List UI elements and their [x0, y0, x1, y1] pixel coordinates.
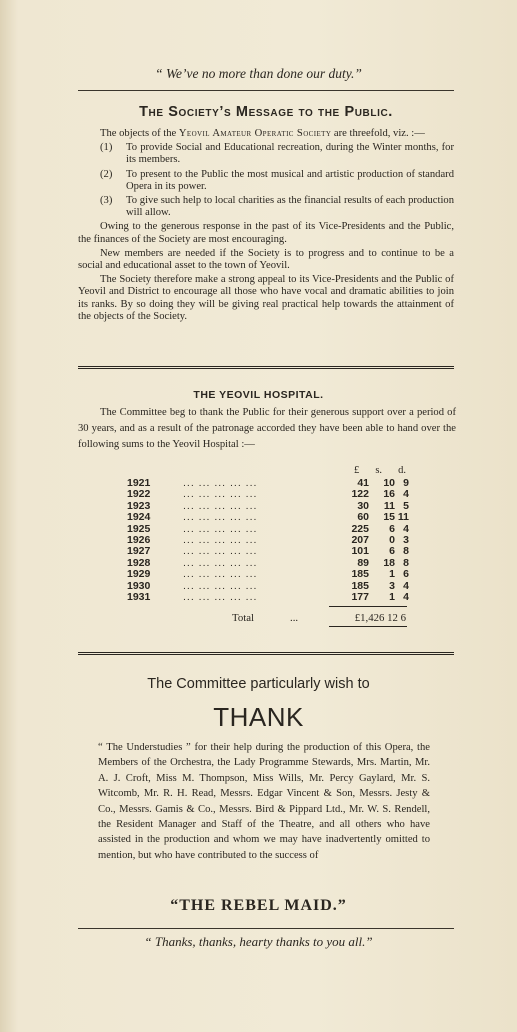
- cell-l: 60: [357, 511, 369, 524]
- total-amount: £1,426 12 6: [354, 612, 406, 624]
- divider: [78, 90, 454, 91]
- show-title: “THE REBEL MAID.”: [170, 897, 347, 914]
- cell-l: 122: [351, 488, 369, 501]
- cell-year: 1924: [127, 511, 151, 524]
- paragraph-appeal: The Society therefore make a strong appeal to its Vice-Presidents and the Public of Yeovil and District to encourage all those who have vocal and dramatic abilities to join its ranks. By so doing they will be giving real practical help towards the attainment of the objects of the Society.: [78, 274, 454, 322]
- thanks-body: “ The Understudies ” for their help during the production of this Opera, the Members of the Orchestra, the Lady Programme Stewards, Mrs. Martin, Mr. A. J. Croft, Miss M. Thompson, Miss Wills, Mr. Percy Gaylard, Mr. S. Witcomb, Mr. R. H. Read, Messrs. Edgar Vincent & Son, Messrs. Jesty & Co., Messrs. Gamis & Co., Messrs. Bird & Pippard Ltd., Mr. W. S. Rendell, the Resident Manager and Staff of the Theatre, and all others who have assisted in the production and whom we may have inadvertently omitted to mention, but who have contributed to the success of: [98, 742, 430, 861]
- table-row: [125, 535, 415, 546]
- cell-year: 1923: [127, 499, 151, 512]
- object-item: (1) To provide Social and Educational recreation, during the Winter months, for its members.: [100, 142, 454, 166]
- cell-s: 15: [383, 511, 395, 524]
- cell-l: 207: [351, 533, 369, 546]
- leader-dots: ... ... ... ... ...: [183, 579, 258, 592]
- total-underline: [329, 626, 407, 627]
- cell-s: 10: [383, 477, 395, 489]
- table-row: [125, 581, 415, 592]
- cell-year: 1930: [127, 579, 151, 592]
- cell-l: 225: [351, 522, 369, 535]
- cell-year: 1926: [127, 533, 151, 546]
- cell-d: 5: [403, 499, 409, 512]
- table-row: [125, 478, 415, 489]
- table-row: [125, 592, 415, 603]
- cell-s: 1: [389, 590, 395, 603]
- sum-rule: [329, 606, 407, 607]
- cell-year: 1928: [127, 556, 151, 569]
- cell-d: 8: [403, 545, 409, 558]
- divider: [78, 366, 454, 369]
- society-name: Yeovil Amateur Operatic Society: [178, 128, 332, 139]
- hospital-title: THE YEOVIL HOSPITAL.: [193, 389, 324, 401]
- cell-year: 1922: [127, 488, 151, 501]
- thanks-lead: The Committee particularly wish to: [147, 676, 370, 692]
- cell-d: 11: [397, 511, 409, 524]
- cell-s: 18: [383, 556, 395, 569]
- cell-d: 9: [403, 477, 409, 489]
- cell-d: 4: [403, 488, 409, 501]
- cell-d: 4: [403, 579, 409, 592]
- leader-dots: ... ... ... ... ...: [183, 477, 258, 489]
- currency-headers: £ s. d.: [354, 465, 406, 476]
- cell-year: 1921: [127, 477, 151, 489]
- leader-dots: ... ... ... ... ...: [183, 568, 258, 581]
- cell-l: 30: [357, 499, 369, 512]
- cell-year: 1929: [127, 568, 151, 581]
- table-row: [125, 512, 415, 523]
- cell-year: 1927: [127, 545, 151, 558]
- leader-dots: ... ... ... ... ...: [183, 499, 258, 512]
- programme-page: “ We’ve no more than done our duty.” The Society’s Message to the Public. The objects of the Yeovil Amateur Operatic Society are threefold, viz. :— (1) To provide Social and Educational recreation, during the Winter months, for its members. (2) To present to the Public the most musical and artistic production of standard Opera in its power. (3) To give such help to local charities as the financial results of each production will allow. Owing to the generous response in the past of its Vice-Presidents and the Public, the finances of the Society are most encouraging. New members are needed if the Society is to progress and to continue to be a social and educational asset to the town of Yeovil. The Society therefore make a strong appeal to its Vice-Presidents and the Public of Yeovil and District to encourage all those who have vocal and dramatic abilities to join its ranks. By so doing they will be giving real practical help towards the attainment of the objects of the Society. THE YEOVIL HOSPITAL. The Committee beg to thank the Public for their generous support over a period of 30 years, and as a result of the patronage accorded they have been able to hand over the following sums to the Yeovil Hospital :— £ s. d. 1921 ... ... ... ... ... 41 10 9 1922 ... ... ... ... ... 122 16 4 1923 ... ... ... ... ... 30 11 5 1924 ... ... ... ... ... 60 15 11 1925 ... ... ... ... ... 225 6 4 1926 ... ... ... ... ... 207 0 3 1927 ... ... ... ... ... 101 6 8 1928 ... ... ... ... ... 89 18 8 1929 ... ... ... ... ... 185 1 6 1930 ... ... ... ... ... 185 3 4 1931 ... ... ... ... ... 177 1 4 Total ... £1,426 12 6 The Committee particularly wish to THANK “ The Understudies ” for their help during the production of this Opera, the Members of the Orchestra, the Lady Programme Stewards, Mrs. Martin, Mr. A. J. Croft, Miss M. Thompson, Miss Wills, Mr. Percy Gaylard, Mr. S. Witcomb, Mr. R. H. Read, Messrs. Edgar Vincent & Son, Messrs. Jesty & Co., Messrs. Gamis & Co., Messrs. Bird & Pippard Ltd., Mr. W. S. Rendell, the Resident Manager and Staff of the Theatre, and all others who have assisted in the production and whom we may have inadvertently omitted to mention, but who have contributed to the success of “THE REBEL MAID.” “ Thanks, thanks, hearty thanks to you all.”: [0, 0, 517, 1032]
- cell-l: 185: [351, 579, 369, 592]
- cell-year: 1931: [127, 590, 151, 603]
- table-row: [125, 524, 415, 535]
- object-item: (3) To give such help to local charities as the financial results of each production will allow.: [100, 195, 454, 219]
- cell-d: 4: [403, 522, 409, 535]
- cell-d: 4: [403, 590, 409, 603]
- divider: [78, 652, 454, 655]
- leader-dots: ... ... ... ... ...: [183, 545, 258, 558]
- table-row: [125, 558, 415, 569]
- message-intro: The objects of the Yeovil Amateur Operatic Society are threefold, viz. :—: [100, 128, 425, 139]
- cell-d: 6: [403, 568, 409, 581]
- cell-d: 8: [403, 556, 409, 569]
- divider: [78, 928, 454, 929]
- leader-dots: ... ... ... ... ...: [183, 488, 258, 501]
- object-item: (2) To present to the Public the most musical and artistic production of standard Opera in its power.: [100, 168, 454, 192]
- top-motto: “ We’ve no more than done our duty.”: [155, 66, 362, 81]
- thanks-heading: THANK: [213, 702, 304, 732]
- leader-dots: ... ... ... ... ...: [183, 511, 258, 524]
- table-row: [125, 489, 415, 500]
- message-body: [78, 128, 454, 325]
- cell-l: 89: [357, 556, 369, 569]
- cell-l: 41: [357, 477, 369, 489]
- cell-year: 1925: [127, 522, 151, 535]
- cell-d: 3: [403, 533, 409, 546]
- table-row: [125, 569, 415, 580]
- cell-s: 0: [389, 533, 395, 546]
- leader-dots: ... ... ... ... ...: [183, 522, 258, 535]
- cell-l: 177: [351, 590, 369, 603]
- message-title: The Society’s Message to the Public.: [139, 104, 393, 120]
- leader-dots: ... ... ... ... ...: [183, 590, 258, 603]
- table-row: [125, 546, 415, 557]
- cell-s: 3: [389, 579, 395, 592]
- table-row: [125, 501, 415, 512]
- cell-s: 16: [383, 488, 395, 501]
- leader-dots: ... ... ... ... ...: [183, 556, 258, 569]
- cell-s: 1: [389, 568, 395, 581]
- cell-s: 6: [389, 522, 395, 535]
- paragraph-finances: Owing to the generous response in the past of its Vice-Presidents and the Public, the finances of the Society are most encouraging.: [78, 221, 454, 245]
- bottom-motto: “ Thanks, thanks, hearty thanks to you all.”: [144, 934, 373, 949]
- cell-s: 11: [383, 499, 395, 512]
- cell-s: 6: [389, 545, 395, 558]
- cell-l: 185: [351, 568, 369, 581]
- paragraph-new-members: New members are needed if the Society is to progress and to continue to be a social and educational asset to the town of Yeovil.: [78, 247, 454, 272]
- hospital-text: The Committee beg to thank the Public for their generous support over a period of 30 years, and as a result of the patronage accorded they have been able to hand over the following sums to the Yeovil Hospital :—: [78, 407, 456, 450]
- leader-dots: ... ... ... ... ...: [183, 533, 258, 546]
- cell-l: 101: [351, 545, 369, 558]
- donation-table: [125, 478, 415, 603]
